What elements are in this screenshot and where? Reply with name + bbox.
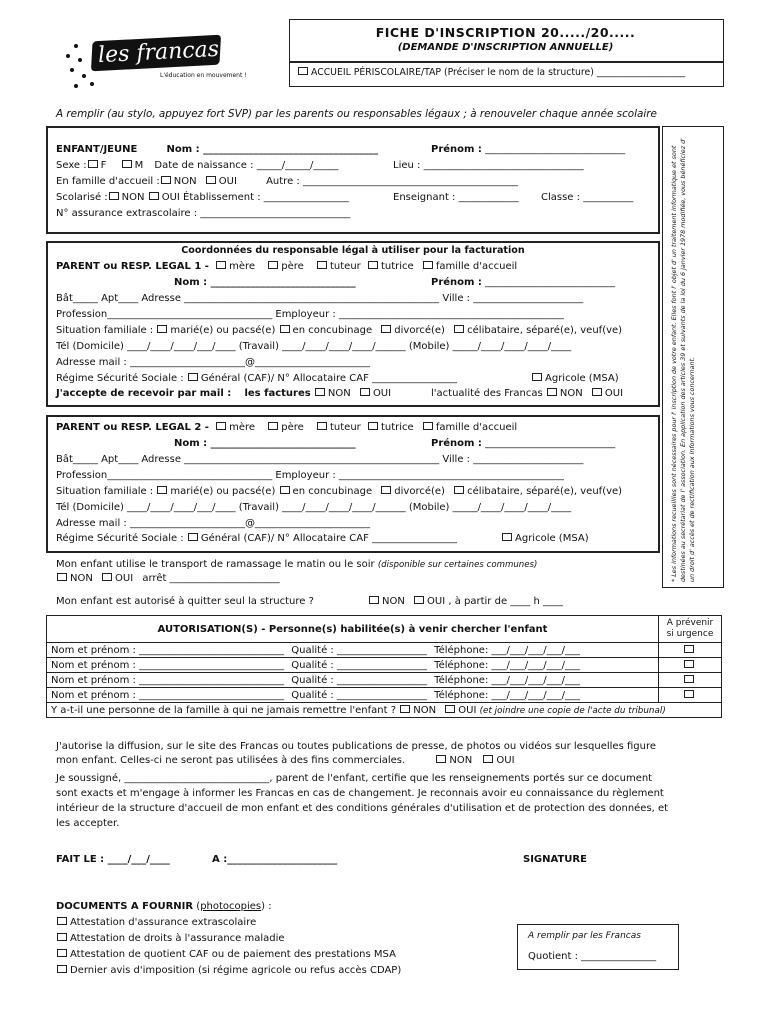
accueil-label: ACCUEIL PÉRISCOLAIRE/TAP (Préciser le nom de la structure) ___________________	[311, 67, 686, 78]
child-heading: ENFANT/JEUNE	[56, 144, 138, 155]
leave-oui-label: OUI , à partir de ____ h ____	[427, 596, 563, 607]
actualite-oui-checkbox[interactable]	[592, 388, 602, 396]
parent1-divorce-label: divorcé(e)	[394, 325, 445, 336]
diffusion-non-checkbox[interactable]	[436, 755, 446, 763]
parent1-tutrice-checkbox[interactable]	[368, 261, 378, 269]
parent2-prenom	[431, 438, 615, 450]
parent1-general-label: Général (CAF)/ N° Allocataire CAF _________________	[200, 373, 457, 384]
auth-prevenir-checkbox[interactable]	[684, 645, 694, 653]
parent1-mere-label: mère	[229, 261, 256, 272]
form-title: FICHE D'INSCRIPTION 20...../20.....	[375, 25, 636, 40]
billing-title: Coordonnées du responsable légal à utiliser pour la facturation	[181, 245, 525, 256]
parent2-profession-field[interactable]: Profession_________________________________ Employeur : _____________________________________________	[56, 470, 564, 481]
parent1-situation-label: Situation familiale :	[56, 325, 154, 336]
list-item	[56, 917, 256, 929]
dob-field[interactable]: Date de naissance : _____/_____/_____	[154, 160, 339, 171]
accept-mail-label: J'accepte de recevoir par mail :	[56, 388, 232, 399]
transport-oui-label: OUI	[115, 573, 134, 584]
parent1-mail-field[interactable]: Adresse mail : _______________________@_______________________	[56, 357, 370, 368]
auth-nom-field[interactable]: Nom et prénom : _____________________________	[51, 689, 285, 701]
accueil-row	[297, 67, 685, 79]
child-prenom-field[interactable]: ____________________________	[485, 144, 626, 155]
auth-prevenir: A prévenir si urgence	[659, 616, 722, 643]
parent2-heading: PARENT ou RESP. LEGAL 2 -	[56, 422, 209, 433]
logo-tagline: L'éducation en mouvement !	[160, 72, 247, 79]
famille-non-checkbox[interactable]	[161, 176, 171, 184]
parent2-nom-field[interactable]: Nom : _____________________________	[174, 438, 356, 449]
parent2-concubinage-checkbox[interactable]	[280, 486, 290, 494]
parent2-divorce-label: divorcé(e)	[394, 486, 445, 497]
auth-telephone-field[interactable]: Téléphone: ___/___/___/___/___	[434, 659, 580, 671]
transport-note: (disponible sur certaines communes)	[377, 560, 538, 570]
francas-box-title: A remplir par les Francas	[528, 931, 641, 941]
auth-prevenir-checkbox[interactable]	[684, 690, 694, 698]
list-item	[56, 949, 396, 961]
table-row	[47, 658, 722, 673]
quotient-field[interactable]: Quotient : _______________	[528, 951, 657, 962]
auth-family-cell	[47, 703, 722, 718]
assurance-field[interactable]: N° assurance extrascolaire : ______________________________	[56, 208, 351, 219]
parent1-pere-checkbox[interactable]	[268, 261, 278, 269]
parent1-accept-row	[56, 388, 391, 400]
diffusion-line-1: J'autorise la diffusion, sur le site des Francas ou toutes publications de presse, de photos ou vidéos sur lesquelles figure	[56, 741, 656, 752]
arret-field[interactable]: arrêt ______________________	[142, 573, 280, 584]
parent2-address-field[interactable]: Bât_____ Apt____ Adresse ___________________________________________________ Ville : ______________________	[56, 454, 584, 465]
transport-row	[56, 559, 537, 571]
transport-options	[56, 573, 280, 585]
actualite-row	[431, 388, 623, 400]
scolarise-non-checkbox[interactable]	[109, 192, 119, 200]
factures-non-label: NON	[327, 388, 351, 399]
parent2-row-heading	[56, 422, 517, 434]
parent1-situation-row	[56, 325, 622, 337]
authorization-table	[46, 615, 722, 718]
parent1-prenom	[431, 277, 615, 289]
signature-label: SIGNATURE	[523, 854, 587, 865]
leave-label: Mon enfant est autorisé à quitter seul la structure ?	[56, 596, 314, 607]
auth-qualite-field[interactable]: Qualité : __________________	[291, 674, 427, 686]
scolarise-non-label: NON	[121, 192, 145, 203]
child-row-4	[56, 192, 349, 204]
child-prenom-label: Prénom :	[431, 144, 482, 155]
leave-non-checkbox[interactable]	[369, 596, 379, 604]
actualite-oui-label: OUI	[604, 388, 624, 399]
parent2-prenom-label: Prénom :	[431, 438, 482, 449]
child-row-2	[56, 160, 338, 172]
doc-label: Attestation d'assurance extrascolaire	[70, 917, 257, 928]
leave-oui-checkbox[interactable]	[414, 596, 424, 604]
parent2-situation-row	[56, 486, 622, 498]
certify-line-1: Je soussigné, _____________________________, parent de l'enfant, certifie que les renseignements portés sur ce document	[56, 773, 653, 784]
table-row	[47, 673, 722, 688]
parent1-prenom-label: Prénom :	[431, 277, 482, 288]
famille-oui-label: OUI	[218, 176, 237, 187]
parent1-row-heading	[56, 261, 517, 273]
factures-oui-label: OUI	[372, 388, 392, 399]
transport-label: Mon enfant utilise le transport de ramassage le matin ou le soir	[56, 559, 375, 570]
scolarise-oui-label: OUI	[161, 192, 180, 203]
fait-a-field[interactable]: A :______________________	[212, 854, 338, 865]
parent2-mere-label: mère	[229, 422, 256, 433]
family-question: Y a-t-il une personne de la famille à qui ne jamais remettre l'enfant ?	[51, 704, 397, 716]
sexe-m-checkbox[interactable]	[122, 160, 132, 168]
factures-non-checkbox[interactable]	[315, 388, 325, 396]
auth-row-3	[47, 673, 659, 688]
leave-non-label: NON	[382, 596, 405, 607]
parent1-tutrice-label: tutrice	[380, 261, 414, 272]
parent1-address-field[interactable]: Bât_____ Apt____ Adresse ___________________________________________________ Ville : ______________________	[56, 293, 584, 304]
parent1-heading: PARENT ou RESP. LEGAL 1 -	[56, 261, 209, 272]
famille-oui-checkbox[interactable]	[206, 176, 216, 184]
fait-le-field[interactable]: FAIT LE : ____/___/____	[56, 854, 170, 865]
parent1-pere-label: père	[281, 261, 304, 272]
auth-nom-field[interactable]: Nom et prénom : _____________________________	[51, 644, 285, 656]
parent2-general-label: Général (CAF)/ N° Allocataire CAF _________________	[200, 533, 457, 544]
accueil-checkbox[interactable]	[298, 67, 308, 75]
child-nom-field[interactable]: Nom : ___________________________________	[166, 144, 379, 155]
doc-checkbox[interactable]	[57, 965, 67, 973]
parent2-agricole-label: Agricole (MSA)	[515, 533, 589, 544]
auth-prevenir-cell	[659, 688, 722, 703]
docs-suffix: :	[265, 901, 272, 912]
certify-line-3: intérieur de la structure d'accueil de mon enfant et des conditions générales d'utilisation et de protection des données, et	[56, 803, 669, 814]
autre-field[interactable]: Autre : ___________________________________________	[266, 176, 518, 187]
parent1-regime-label: Régime Sécurité Sociale :	[56, 373, 184, 384]
parent2-concubinage-label: en concubinage	[292, 486, 373, 497]
doc-checkbox[interactable]	[57, 917, 67, 925]
sexe-m-label: M	[134, 160, 144, 171]
parent1-agricole-checkbox[interactable]	[532, 373, 542, 381]
child-prenom	[431, 144, 625, 156]
parent1-agricole-label: Agricole (MSA)	[545, 373, 619, 384]
parent1-celibataire-label: célibataire, séparé(e), veuf(ve)	[467, 325, 623, 336]
parent2-marie-label: marié(e) ou pacsé(e)	[170, 486, 276, 497]
parent2-celibataire-label: célibataire, séparé(e), veuf(ve)	[467, 486, 623, 497]
parent2-pere-label: père	[281, 422, 304, 433]
actualite-non-label: NON	[559, 388, 583, 399]
auth-nom-field[interactable]: Nom et prénom : _____________________________	[51, 659, 285, 671]
parent1-marie-checkbox[interactable]	[157, 325, 167, 333]
parent1-tuteur-label: tuteur	[329, 261, 361, 272]
parent1-concubinage-label: en concubinage	[292, 325, 373, 336]
parent2-tuteur-checkbox[interactable]	[317, 422, 327, 430]
parent1-famille-label: famille d'accueil	[435, 261, 518, 272]
parent1-celibataire-checkbox[interactable]	[454, 325, 464, 333]
auth-qualite-field[interactable]: Qualité : __________________	[291, 689, 427, 701]
docs-photocopies: photocopies	[200, 901, 262, 912]
sexe-f-checkbox[interactable]	[88, 160, 98, 168]
parent2-tutrice-checkbox[interactable]	[368, 422, 378, 430]
auth-nom-field[interactable]: Nom et prénom : _____________________________	[51, 674, 285, 686]
parent2-situation-label: Situation familiale :	[56, 486, 154, 497]
famille-non-label: NON	[173, 176, 197, 187]
leave-options	[368, 596, 563, 608]
auth-family-row	[47, 703, 722, 718]
family-note: (et joindre une copie de l'acte du tribunal)	[479, 705, 666, 716]
auth-prevenir-cell	[659, 658, 722, 673]
child-row-3	[56, 176, 518, 188]
parent2-pere-checkbox[interactable]	[268, 422, 278, 430]
parent2-celibataire-checkbox[interactable]	[454, 486, 464, 494]
classe-field[interactable]: Classe : __________	[541, 192, 634, 203]
doc-label: Dernier avis d'imposition (si régime agricole ou refus accès CDAP)	[70, 965, 402, 976]
parent2-regime-label: Régime Sécurité Sociale :	[56, 533, 184, 544]
enseignant-field[interactable]: Enseignant : ____________	[393, 192, 519, 203]
certify-line-2: sont exacts et m'engage à informer les Francas en cas de changement. Je reconnais avoir eu connaissance du règlement	[56, 788, 664, 799]
parent1-agricole	[531, 373, 619, 385]
parent1-general-checkbox[interactable]	[188, 373, 198, 381]
famille-label: En famille d'accueil :	[56, 176, 160, 187]
diffusion-line-2: mon enfant. Celles-ci ne seront pas utilisées à des fins commerciales.	[56, 755, 406, 766]
parent1-divorce-checkbox[interactable]	[381, 325, 391, 333]
family-oui-label: OUI	[458, 704, 477, 716]
parent2-divorce-checkbox[interactable]	[381, 486, 391, 494]
parent2-regime-row	[56, 533, 457, 545]
lieu-field[interactable]: Lieu : ________________________________	[393, 160, 584, 171]
form-subtitle: (DEMANDE D'INSCRIPTION ANNUELLE)	[397, 42, 614, 53]
transport-oui-checkbox[interactable]	[102, 573, 112, 581]
family-oui-checkbox[interactable]	[445, 705, 455, 713]
auth-prevenir-checkbox[interactable]	[684, 660, 694, 668]
docs-title-text: DOCUMENTS A FOURNIR	[56, 901, 194, 912]
instruction: A remplir (au stylo, appuyez fort SVP) par les parents ou responsables légaux ; à renouveler chaque année scolaire	[56, 108, 657, 120]
actualite-label: l'actualité des Francas	[431, 388, 543, 399]
parent1-profession-field[interactable]: Profession_________________________________ Employeur : _____________________________________________	[56, 309, 564, 320]
list-item	[56, 933, 285, 945]
diffusion-oui-checkbox[interactable]	[483, 755, 493, 763]
factures-oui-checkbox[interactable]	[360, 388, 370, 396]
transport-non-checkbox[interactable]	[57, 573, 67, 581]
scolarise-oui-checkbox[interactable]	[149, 192, 159, 200]
auth-qualite-field[interactable]: Qualité : __________________	[291, 659, 427, 671]
parent2-mere-checkbox[interactable]	[216, 422, 226, 430]
scolarise-label: Scolarisé :	[56, 192, 108, 203]
family-non-checkbox[interactable]	[400, 705, 410, 713]
parent2-general-checkbox[interactable]	[188, 533, 198, 541]
parent1-famille-checkbox[interactable]	[423, 261, 433, 269]
parent2-tel-field[interactable]: Tél (Domicile) ____/____/____/___/____ (Travail) ____/____/____/____/______ (Mobile) _____/____/____/____/____	[56, 502, 572, 513]
table-row	[47, 643, 722, 658]
child-row-1	[56, 144, 378, 156]
doc-label: Attestation de droits à l'assurance maladie	[70, 933, 285, 944]
factures-label: les factures	[244, 388, 311, 399]
certify-line-4: les accepter.	[56, 818, 120, 829]
parent1-prenom-field[interactable]: __________________________	[485, 277, 616, 288]
transport-non-label: NON	[70, 573, 93, 584]
auth-prevenir-checkbox[interactable]	[684, 675, 694, 683]
doc-checkbox[interactable]	[57, 949, 67, 957]
diffusion-oui-label: OUI	[496, 755, 515, 766]
parent2-marie-checkbox[interactable]	[157, 486, 167, 494]
doc-checkbox[interactable]	[57, 933, 67, 941]
parent2-famille-checkbox[interactable]	[423, 422, 433, 430]
parent2-agricole-checkbox[interactable]	[502, 533, 512, 541]
parent1-tuteur-checkbox[interactable]	[317, 261, 327, 269]
auth-prevenir-cell	[659, 643, 722, 658]
logo	[62, 34, 262, 96]
auth-telephone-field[interactable]: Téléphone: ___/___/___/___/___	[434, 674, 580, 686]
parent2-tuteur-label: tuteur	[329, 422, 361, 433]
parent2-agricole	[501, 533, 589, 545]
parent1-concubinage-checkbox[interactable]	[280, 325, 290, 333]
parent1-regime-row	[56, 373, 457, 385]
auth-prevenir-cell	[659, 673, 722, 688]
logo-name: les francas	[97, 36, 220, 69]
diffusion-line-2-row	[56, 755, 515, 767]
parent1-mere-checkbox[interactable]	[216, 261, 226, 269]
actualite-non-checkbox[interactable]	[547, 388, 557, 396]
auth-telephone-field[interactable]: Téléphone: ___/___/___/___/___	[434, 689, 580, 701]
parent2-prenom-field[interactable]: __________________________	[485, 438, 616, 449]
parent2-tutrice-label: tutrice	[380, 422, 414, 433]
parent1-tel-field[interactable]: Tél (Domicile) ____/____/____/___/____ (Travail) ____/____/____/____/______ (Mobile) _____/____/____/____/____	[56, 341, 572, 352]
parent2-mail-field[interactable]: Adresse mail : _______________________@_______________________	[56, 518, 370, 529]
side-note: * Les informations recueillies sont nécessaires pour l' inscription de votre enfant. Elles font l' objet d' un traitement informatique et sont destinées au secrétariat de l' association. En application des articles 39 et suivants de la loi du 6 janvier 1978 modifiée, vous bénéficiez d' un droit d' accès et de rectification aux informations vous concernant.	[670, 138, 696, 582]
etablissement-field[interactable]: Établissement : _________________	[183, 192, 349, 203]
docs-title: DOCUMENTS A FOURNIR (photocopies) :	[56, 901, 272, 912]
auth-row-1	[47, 643, 659, 658]
sexe-f-label: F	[100, 160, 107, 171]
parent2-famille-label: famille d'accueil	[435, 422, 518, 433]
parent1-nom-field[interactable]: Nom : _____________________________	[174, 277, 356, 288]
parent1-marie-label: marié(e) ou pacsé(e)	[170, 325, 276, 336]
auth-telephone-field[interactable]: Téléphone: ___/___/___/___/___	[434, 644, 580, 656]
auth-qualite-field[interactable]: Qualité : __________________	[291, 644, 427, 656]
list-item	[56, 965, 401, 977]
doc-label: Attestation de quotient CAF ou de paiement des prestations MSA	[70, 949, 396, 960]
auth-title: AUTORISATION(S) - Personne(s) habilitée(s) à venir chercher l'enfant	[47, 616, 659, 643]
table-row	[47, 688, 722, 703]
auth-row-2	[47, 658, 659, 673]
sexe-label: Sexe :	[56, 160, 87, 171]
auth-header-row	[47, 616, 722, 643]
diffusion-non-label: NON	[449, 755, 473, 766]
auth-row-4	[47, 688, 659, 703]
family-non-label: NON	[413, 704, 437, 716]
